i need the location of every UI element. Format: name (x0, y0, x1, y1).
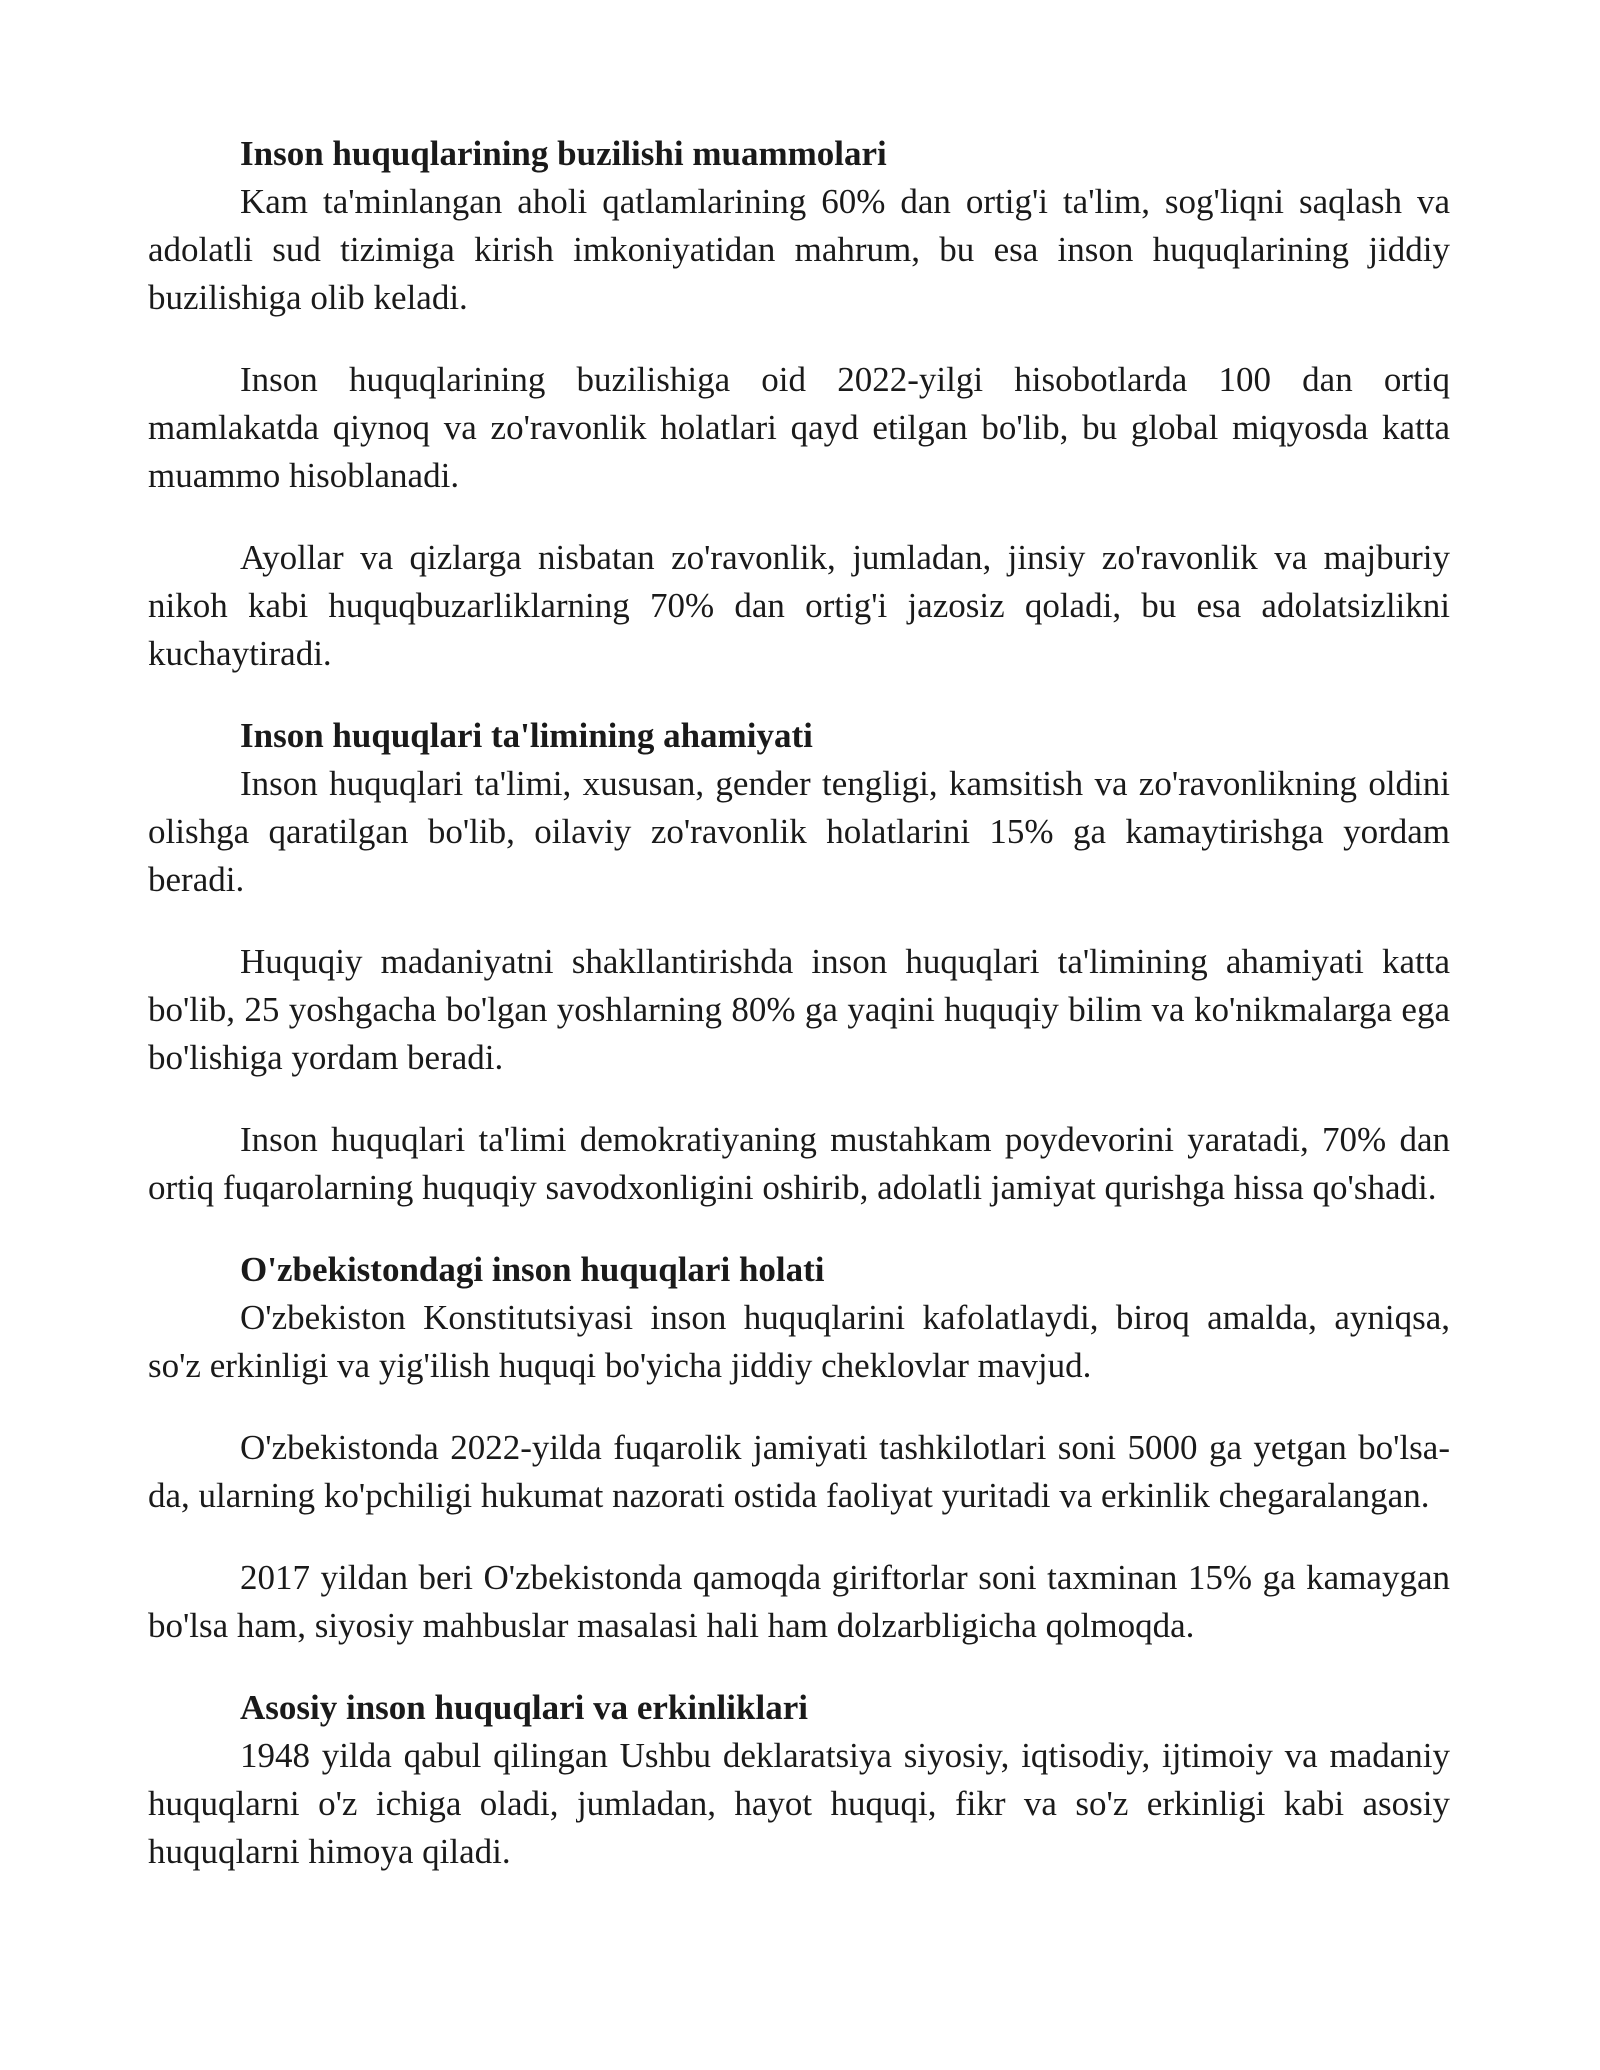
paragraph: O'zbekistonda 2022-yilda fuqarolik jamiyati tashkilotlari soni 5000 ga yetgan bo'lsa-da, ularning ko'pchiligi hukumat nazorati ostida faoliyat yuritadi va erkinlik chegaralangan. (148, 1428, 1450, 1515)
paragraph: Inson huquqlari ta'limi, xususan, gender tengligi, kamsitish va zo'ravonlikning oldini olishga qaratilgan bo'lib, oilaviy zo'ravonlik holatlarini 15% ga kamaytirishga yordam beradi. (148, 764, 1450, 899)
paragraph: Inson huquqlarining buzilishiga oid 2022-yilgi hisobotlarda 100 dan ortiq mamlakatda qiynoq va zo'ravonlik holatlari qayd etilgan bo'lib, bu global miqyosda katta muammo hisoblanadi. (148, 360, 1450, 495)
paragraph: Huquqiy madaniyatni shakllantirishda inson huquqlari ta'limining ahamiyati katta bo'lib, 25 yoshgacha bo'lgan yoshlarning 80% ga yaqini huquqiy bilim va ko'nikmalarga ega bo'lishiga yordam beradi. (148, 942, 1450, 1077)
section-human-rights-education (148, 712, 1450, 1212)
section-human-rights-violations (148, 130, 1450, 678)
section-basic-rights (148, 1684, 1450, 1876)
document-page (148, 130, 1450, 1910)
paragraph: Inson huquqlari ta'limi demokratiyaning mustahkam poydevorini yaratadi, 70% dan ortiq fuqarolarning huquqiy savodxonligini oshirib, adolatli jamiyat qurishga hissa qo'shadi. (148, 1120, 1450, 1207)
section-uzbekistan-situation (148, 1246, 1450, 1650)
section-heading: Inson huquqlarining buzilishi muammolari (240, 134, 887, 173)
section-heading: Inson huquqlari ta'limining ahamiyati (240, 716, 813, 755)
paragraph: 2017 yildan beri O'zbekistonda qamoqda giriftorlar soni taxminan 15% ga kamaygan bo'lsa ham, siyosiy mahbuslar masalasi hali ham dolzarbligicha qolmoqda. (148, 1558, 1450, 1645)
section-heading: Asosiy inson huquqlari va erkinliklari (240, 1688, 808, 1727)
paragraph: Kam ta'minlangan aholi qatlamlarining 60% dan ortig'i ta'lim, sog'liqni saqlash va adolatli sud tizimiga kirish imkoniyatidan mahrum, bu esa inson huquqlarining jiddiy buzilishiga olib keladi. (148, 182, 1450, 317)
paragraph: Ayollar va qizlarga nisbatan zo'ravonlik, jumladan, jinsiy zo'ravonlik va majburiy nikoh kabi huquqbuzarliklarning 70% dan ortig'i jazosiz qoladi, bu esa adolatsizlikni kuchaytiradi. (148, 538, 1450, 673)
section-heading: O'zbekistondagi inson huquqlari holati (240, 1250, 825, 1289)
paragraph: 1948 yilda qabul qilingan Ushbu deklaratsiya siyosiy, iqtisodiy, ijtimoiy va madaniy huquqlarni o'z ichiga oladi, jumladan, hayot huquqi, fikr va so'z erkinligi kabi asosiy huquqlarni himoya qiladi. (148, 1736, 1450, 1871)
paragraph: O'zbekiston Konstitutsiyasi inson huquqlarini kafolatlaydi, biroq amalda, ayniqsa, so'z erkinligi va yig'ilish huquqi bo'yicha jiddiy cheklovlar mavjud. (148, 1298, 1450, 1385)
